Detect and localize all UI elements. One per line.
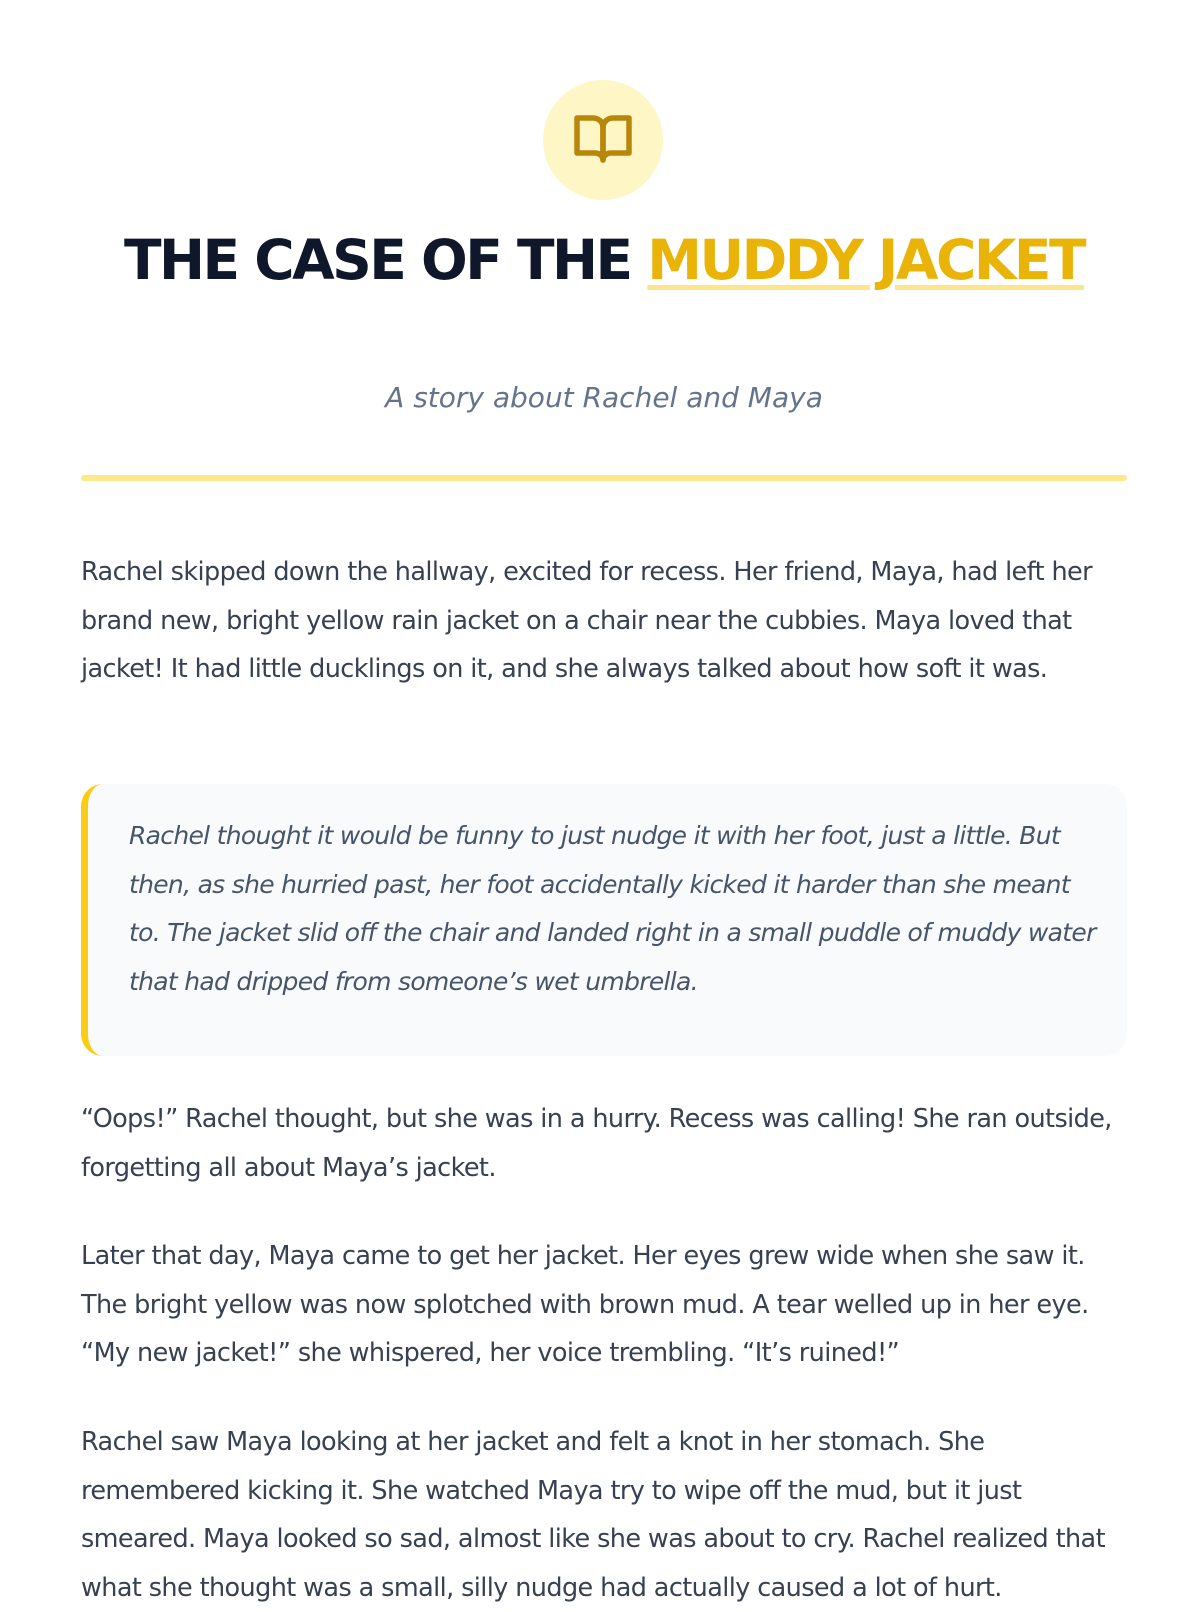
story-paragraph-4: Rachel saw Maya looking at her jacket and felt a knot in her stomach. She remembered kicking it. She watched Maya try to wipe off the mud, but it just smeared. Maya looked so sad, almost like she was about to cry. Rachel realized that what she thought was a small, silly nudge had actually caused a lot of hurt. bbox=[81, 1427, 1105, 1603]
story-quote-block bbox=[81, 784, 1127, 1056]
header-divider bbox=[81, 475, 1127, 481]
open-book-icon bbox=[571, 106, 635, 174]
story-subtitle: A story about Rachel and Maya bbox=[385, 381, 823, 414]
story-title bbox=[81, 226, 1127, 294]
story-paragraph-2: “Oops!” Rachel thought, but she was in a hurry. Recess was calling! She ran outside, forgetting all about Maya’s jacket. bbox=[81, 1104, 1112, 1183]
book-icon-badge bbox=[543, 80, 663, 200]
story-quote-text: Rachel thought it would be funny to just nudge it with her foot, just a little. But then, as she hurried past, her foot accidentally kicked it harder than she meant to. The jacket slid off the chair and landed right in a small puddle of muddy water that had dripped from someone’s wet umbrella. bbox=[129, 821, 1096, 996]
story-paragraph-1: Rachel skipped down the hallway, excited for recess. Her friend, Maya, had left her brand new, bright yellow rain jacket on a chair near the cubbies. Maya loved that jacket! It had little ducklings on it, and she always talked about how soft it was. bbox=[81, 557, 1093, 684]
story-paragraph-3: Later that day, Maya came to get her jacket. Her eyes grew wide when she saw it. The bright yellow was now splotched with brown mud. A tear welled up in her eye. “My new jacket!” she whispered, her voice trembling. “It’s ruined!” bbox=[81, 1241, 1089, 1368]
title-main: THE CASE OF THE bbox=[123, 228, 648, 292]
title-accent: MUDDY JACKET bbox=[647, 228, 1085, 292]
